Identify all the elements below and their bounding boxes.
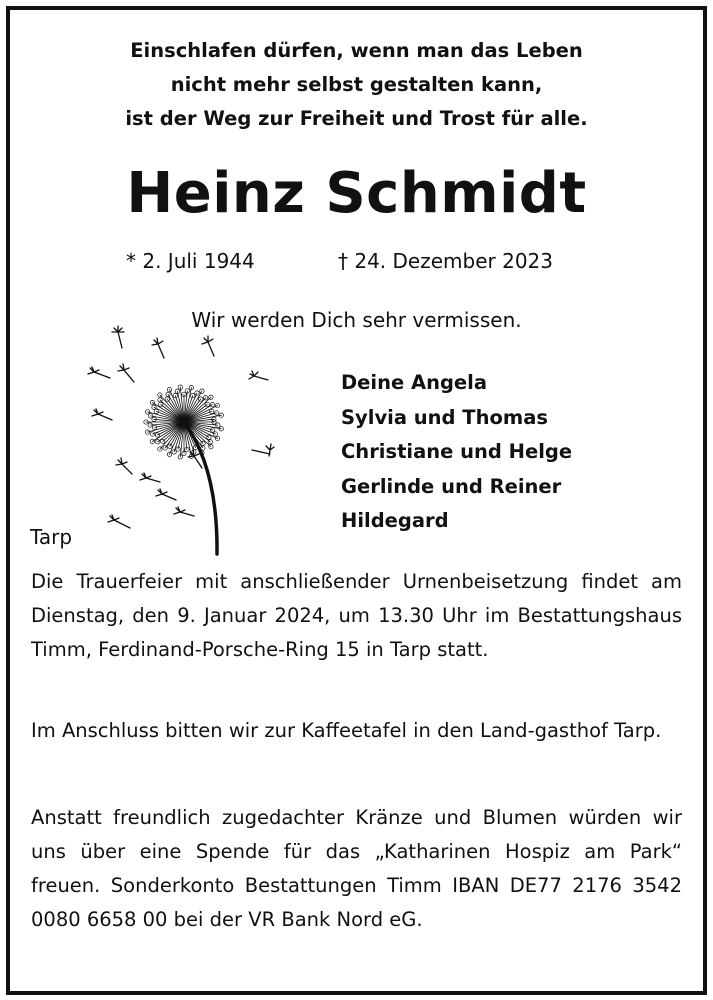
memorial-poem: [0, 34, 713, 136]
place-name: Tarp: [30, 525, 73, 549]
poem-line-3: ist der Weg zur Freiheit und Trost für alle.: [125, 107, 588, 130]
mourner-name: Gerlinde und Reiner: [341, 474, 562, 498]
birth-date: * 2. Juli 1944: [126, 249, 255, 273]
mourners-list: [341, 366, 572, 539]
death-date: † 24. Dezember 2023: [338, 249, 553, 273]
deceased-name: Heinz Schmidt: [126, 161, 587, 226]
poem-line-2: nicht mehr selbst gestalten kann,: [170, 73, 543, 96]
mourner-name: Christiane und Helge: [341, 440, 573, 463]
dandelion-illustration: [84, 318, 284, 563]
mourner-name: Hildegard: [341, 509, 449, 532]
funeral-paragraph: Die Trauerfeier mit anschließender Urnenbeisetzung findet am Dienstag, den 9. Januar 2024, um 13.30 Uhr im Bestattungshaus Timm, Ferdinand-Porsche-Ring 15 in Tarp statt.: [31, 570, 682, 661]
coffee-paragraph: Im Anschluss bitten wir zur Kaffeetafel in den Land-gasthof Tarp.: [31, 719, 662, 742]
poem-line-1: Einschlafen dürfen, wenn man das Leben: [130, 39, 583, 62]
farewell-line: Wir werden Dich sehr vermissen.: [191, 308, 522, 332]
mourner-name: Deine Angela: [341, 371, 487, 394]
mourner-name: Sylvia und Thomas: [341, 405, 548, 429]
donation-paragraph: Anstatt freundlich zugedachter Kränze und Blumen würden wir uns über eine Spende für das „Katharinen Hospiz am Park“ freuen. Sonderkonto Bestattungen Timm IBAN DE77 2176 3542 0080 6658 00 bei der VR Bank Nord eG.: [31, 806, 682, 931]
